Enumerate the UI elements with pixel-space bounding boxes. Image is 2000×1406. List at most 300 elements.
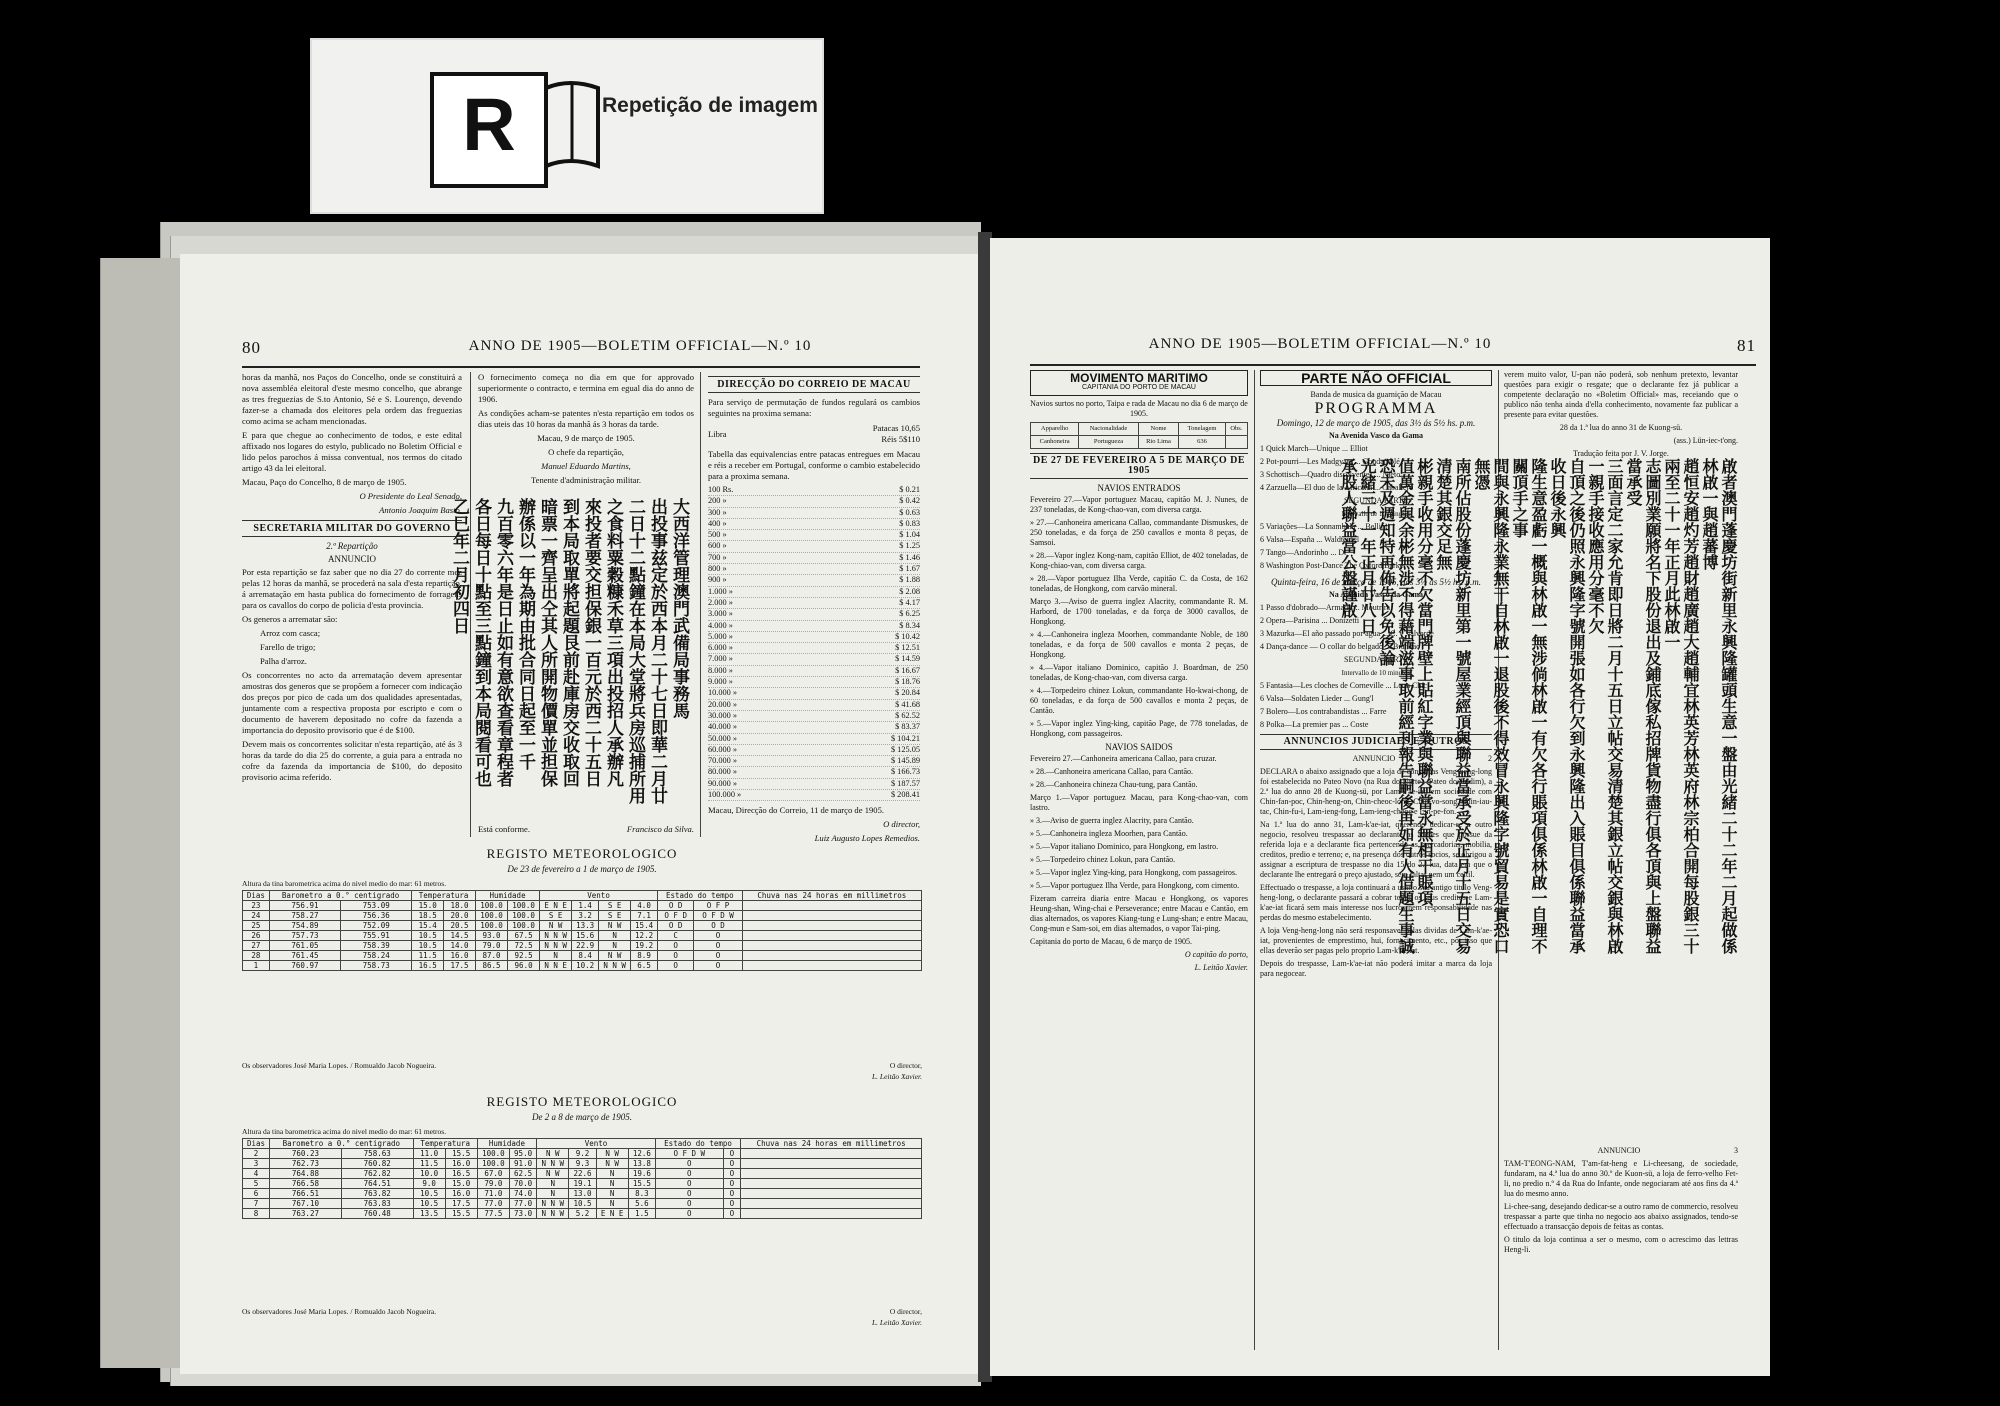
table-cell: N (596, 1169, 628, 1179)
table-cell: 763.27 (270, 1209, 342, 1219)
cjk-line: 志圖別業願將名下股份退出及鋪底傢私招牌貨物盡行俱各頂與上盤聯益當承受 (1624, 458, 1662, 954)
table-cell: 62.5 (510, 1169, 537, 1179)
table-cell: 19.1 (569, 1179, 596, 1189)
rate-reis: 400 » (708, 518, 727, 528)
table-cell: N (599, 941, 631, 951)
signature-name: Manuel Eduardo Martins, (541, 461, 631, 471)
table-cell: N (540, 951, 572, 961)
rate-reis: 50.000 » (708, 733, 738, 743)
table-cell: 755.91 (341, 931, 412, 941)
table-row (243, 1209, 922, 1219)
table-cell: 754.89 (269, 921, 340, 931)
rate-row (708, 609, 920, 620)
table-cell: 5.2 (569, 1209, 596, 1219)
table-cell: 15.4 (412, 921, 444, 931)
rate-row (708, 621, 920, 632)
page-number: 81 (1737, 336, 1756, 355)
rate-row (708, 643, 920, 654)
part-heading: SEGUNDA PARTE (1344, 655, 1408, 664)
table-cell: 9.3 (569, 1159, 596, 1169)
programme-item: 4 Zarzuella—El duo de la Africana ... Caballero (1260, 483, 1414, 492)
table-cell (741, 1159, 922, 1169)
table-row (243, 1159, 922, 1169)
rate-reis: 80.000 » (708, 767, 738, 777)
annuncio-number: 3 (1734, 1146, 1738, 1155)
table-cell: 79.0 (477, 1179, 509, 1189)
page-number: 80 (242, 338, 261, 357)
table-cell (741, 1179, 922, 1189)
programme-item: 8 Polka—La premier pas ... Coste (1260, 720, 1369, 729)
table-cell: 72.5 (508, 941, 540, 951)
exits-list (1030, 754, 1248, 891)
rate-row (708, 688, 920, 699)
rate-row (708, 700, 920, 711)
table-cell: 20.0 (444, 911, 476, 921)
table-cell: S E (599, 911, 631, 921)
table-cell: 766.51 (270, 1189, 342, 1199)
section-heading: DIRECÇÃO DO CORREIO DE MACAU (708, 376, 920, 393)
rate-reis: 30.000 » (708, 710, 738, 720)
table-cell: 758.39 (341, 941, 412, 951)
table-cell: N W (540, 921, 572, 931)
table-cell: 24 (243, 911, 270, 921)
table-header: Temperatura (412, 891, 476, 901)
entries-heading: NAVIOS ENTRADOS (1097, 483, 1181, 493)
meteo-signatures: Os observadores José Maria Lopes. / Romualdo Jacob Nogueira. O director, L. Leitão Xavier. (242, 1307, 922, 1327)
ship-exit: » 5.—Vapor inglez Ying-king, para Hongkong, com passageiros. (1030, 868, 1237, 877)
meteo-table-1 (242, 890, 922, 971)
rate-patacas: $ 1.25 (899, 541, 920, 551)
observers-label: Os observadores (242, 1307, 292, 1316)
programme-item: 4 Dança-dance — O collar do belgado ... Brandão (1260, 642, 1421, 651)
rate-patacas: $ 4.17 (899, 597, 920, 607)
table-cell: O (655, 1179, 723, 1189)
text-block: Effectuado o trespasse, a loja continuará a usar o seu antigo titulo Veng-heng-long, o declarante passará a cobrar todos os seus creditos e Lam-k'ae-iat ficará sem mais interesse nos lucros nem responsabilidade nas perdas do mesmo estabelecimento. (1260, 883, 1492, 922)
ship-entry: Fevereiro 27.—Vapor portuguez Macau, capitão M. J. Nunes, de 237 toneladas, de Kong-chao-van, com diversa carga. (1030, 495, 1248, 514)
programme-item: 5 Variações—La Sonnambula ... Bellini (1260, 522, 1388, 531)
entries-list (1030, 495, 1248, 739)
table-cell: 15.0 (445, 1179, 477, 1189)
ship-entry: » 4.—Vapor italiano Dominico, capitão J. Boardman, de 250 toneladas, de Kong-chao-van, com diversa carga. (1030, 663, 1248, 682)
rate-patacas: $ 1.46 (899, 552, 920, 562)
right-col-3 (1504, 370, 1738, 462)
table-cell: 100.0 (477, 1159, 509, 1169)
table-cell: 761.05 (269, 941, 340, 951)
ship-entry: » 5.—Vapor inglez Ying-king, capitão Page, de 778 toneladas, de Hongkong, com passageiros. (1030, 719, 1248, 738)
maritime-heading (1030, 370, 1248, 396)
table-cell: 16.0 (444, 951, 476, 961)
table-cell: O (655, 1199, 723, 1209)
cjk-line: 之食料粟穀糠禾草三項出投招人承辦凡 (603, 498, 623, 787)
rate-reis: 4.000 » (708, 620, 733, 630)
section-subheading: 2.ª Repartição (326, 541, 378, 551)
table-cell: 11.5 (413, 1159, 445, 1169)
table-cell: N N W (540, 941, 572, 951)
ship-exit: » 5.—Canhoneira ingleza Moorhen, para Cantão. (1030, 829, 1188, 838)
table-cell: 761.45 (269, 951, 340, 961)
table-cell: 10.5 (412, 941, 444, 951)
rate-reis: 8.000 » (708, 665, 733, 675)
text-block: As condições acham-se patentes n'esta repartição em todos os dias uteis das 10 horas da manhã ás 3 horas da tarde. (478, 408, 694, 429)
table-cell: O (655, 1189, 723, 1199)
table-cell: S E (599, 901, 631, 911)
table-cell: 758.27 (269, 911, 340, 921)
table-cell: O F D (658, 911, 694, 921)
book-icon (542, 78, 602, 174)
cjk-line: 出投事兹定於西本月二十七日即華二月廿 (647, 498, 667, 804)
table-cell: 18.0 (444, 901, 476, 911)
table-cell: 6 (243, 1189, 270, 1199)
table-cell: 15.4 (631, 921, 658, 931)
director-block (872, 1060, 922, 1082)
repetition-r-box (430, 72, 548, 188)
image-repetition-card (310, 38, 824, 214)
rate-patacas: $ 41.68 (895, 699, 920, 709)
observer-name: Romualdo Jacob Nogueira. (354, 1061, 437, 1070)
table-header: Humidade (477, 1139, 536, 1149)
meteo-title: REGISTO METEOROLOGICO (486, 1094, 678, 1109)
rate-patacas: $ 12.51 (895, 643, 920, 653)
rate-patacas: $ 0.42 (899, 496, 920, 506)
libra-values (873, 423, 920, 445)
cjk-line: 暗票一齊呈出仝其人所開物價單並担保 (537, 498, 557, 787)
table-cell: 11.0 (413, 1149, 445, 1159)
table-row (243, 911, 922, 921)
column-rule (1254, 370, 1255, 1350)
band-line: Banda de musica da guarnição de Macau (1310, 390, 1442, 399)
table-cell: O (723, 1169, 741, 1179)
signature-name: Luiz Augusto Lopes Remedios. (814, 833, 920, 844)
table-cell: 3 (243, 1159, 270, 1169)
ship-entry: » 28.—Vapor portuguez Ilha Verde, capitão C. da Costa, de 162 toneladas, de Hongkong, com carvão mineral. (1030, 574, 1248, 593)
table-cell (742, 961, 921, 971)
table-cell: 6.5 (631, 961, 658, 971)
rate-row (708, 564, 920, 575)
rate-reis: 7.000 » (708, 654, 733, 664)
table-cell: 70.0 (510, 1179, 537, 1189)
director-title: O director, (889, 1307, 922, 1316)
libra-rate (708, 423, 920, 445)
table-cell: 762.82 (341, 1169, 413, 1179)
table-cell: 22.9 (572, 941, 599, 951)
header-title: ANNO DE 1905—BOLETIM OFFICIAL—N.º 10 (468, 338, 812, 354)
table-cell: 17.5 (444, 961, 476, 971)
table-cell: 87.0 (475, 951, 507, 961)
table-cell (741, 1209, 922, 1219)
programme-item: 7 Bolero—Los contrabandistas ... Farre (1260, 707, 1387, 716)
cjk-line: 來投者要交担保銀一百元於西二十五日 (581, 498, 601, 787)
table-cell: 27 (243, 941, 270, 951)
right-col-1 (1030, 370, 1248, 976)
conformity-line (478, 824, 694, 835)
signature-title: O capitão do porto, (1184, 950, 1248, 959)
programme-item: 6 Valsa—España ... Waldteufel (1260, 535, 1360, 544)
table-cell: 22.6 (569, 1169, 596, 1179)
table-row (243, 1169, 922, 1179)
table-cell: 93.0 (475, 931, 507, 941)
left-col-1 (242, 372, 462, 786)
rate-patacas: $ 6.25 (899, 609, 920, 619)
rate-reis: 600 » (708, 541, 727, 551)
table-cell: O D (658, 901, 694, 911)
rate-reis: 9.000 » (708, 677, 733, 687)
cjk-line: 到本局取單將起題艮前赴庫房交收取回 (559, 498, 579, 787)
cjk-line: 自頂之後仍照永興隆字號開張如各行欠到永興隆出入賬目俱係聯益當承收日後永興 (1548, 458, 1586, 954)
ship-entry: » 28.—Vapor inglez Kong-nam, capitão Elliot, de 402 toneladas, de Kong-chiao-van, com diversa carga. (1030, 551, 1248, 570)
table-row (243, 1179, 922, 1189)
table-cell: O (694, 941, 742, 951)
table-cell: 758.63 (341, 1149, 413, 1159)
table-cell: 757.73 (269, 931, 340, 941)
programme-item: 1 Passo d'dobrado—Armada ... Moutrira (1260, 603, 1391, 612)
table-cell: O (694, 951, 742, 961)
table-cell: E N E (540, 901, 572, 911)
announcements-heading: ANNUNCIOS JUDICIAES E OUTROS (1260, 734, 1492, 750)
table-cell: 4 (243, 1169, 270, 1179)
table-header: Barometro a 0.° centigrado (270, 1139, 414, 1149)
director-name: L. Leitão Xavier. (872, 1318, 922, 1327)
rate-patacas: $ 18.76 (895, 677, 920, 687)
table-cell: 764.88 (270, 1169, 342, 1179)
rate-reis: 10.000 » (708, 688, 738, 698)
rate-patacas: $ 16.67 (895, 665, 920, 675)
table-cell: 758.73 (341, 961, 412, 971)
table-cell: 15.6 (572, 931, 599, 941)
rate-reis: 1.000 » (708, 586, 733, 596)
cjk-line: 大西洋管理澳門武備局事務馬 (669, 498, 689, 719)
ship-exit: » 3.—Aviso de guerra inglez Alacrity, para Cantão. (1030, 816, 1194, 825)
table-row (243, 901, 922, 911)
table-cell: 8 (243, 1209, 270, 1219)
paper-edge-left (100, 258, 181, 1368)
rate-row (708, 541, 920, 552)
right-col-3-bottom (1504, 1146, 1738, 1258)
rate-patacas: $ 20.84 (895, 688, 920, 698)
table-cell: O (723, 1159, 741, 1169)
table-cell: O F P (694, 901, 742, 911)
text-block: DECLARA o abaixo assignado que a loja de conservas Veng-heng-long foi estabelecida no Pateo Novo (na Rua do Norte—Pateo do Jardim), a 2.ª lua do anno 28 de Kuong-sü, por Lam-k'ae-iat, em sociedade com Chin-fan-poc, Chin-heng-on, Chin-cheoc-long, Chin-vo-song, Chin-iau-tac, Chin-fu-i, Lam-ieng-fong, Lam-ieng-cheoc e Lin-pe-fon. (1260, 767, 1492, 816)
rate-patacas: $ 2.08 (899, 586, 920, 596)
table-cell: 756.36 (341, 911, 412, 921)
exchange-rate-table (708, 485, 920, 801)
programme-title: PROGRAMMA (1314, 400, 1438, 417)
rate-reis: 100.000 » (708, 790, 742, 800)
rate-row (708, 519, 920, 530)
translation-credit: Tradução feita por J. V. Jorge. (1573, 449, 1669, 458)
table-cell: N (599, 931, 631, 941)
cjk-line: 光緒三十一年正月廿八日 (1358, 458, 1377, 634)
cjk-line: 間與永興隆永業無干自林啟一退股後不得效冒永興隆字號貿易是實恐口無憑 (1472, 458, 1510, 954)
table-cell: 760.23 (270, 1149, 342, 1159)
meteo-subtitle: De 2 a 8 de março de 1905. (532, 1112, 632, 1122)
table-cell: 16.5 (445, 1169, 477, 1179)
table-cell: 5.6 (628, 1199, 655, 1209)
rate-row (708, 553, 920, 564)
rate-patacas: $ 10.42 (895, 631, 920, 641)
rate-row (708, 790, 920, 801)
table-cell: 79.0 (475, 941, 507, 951)
table-cell: 16.0 (445, 1189, 477, 1199)
left-col-2 (478, 372, 694, 489)
list-item: Farello de trigo; (260, 642, 316, 652)
table-cell: 752.09 (341, 921, 412, 931)
text-block: Navios surtos no porto, Taipa e rada de Macau no dia 6 de março de 1905. (1030, 399, 1248, 418)
rate-reis: 700 » (708, 552, 727, 562)
table-cell: N N W (599, 961, 631, 971)
table-cell: N W (599, 921, 631, 931)
rate-reis: 70.000 » (708, 756, 738, 766)
rate-patacas: $ 1.88 (899, 575, 920, 585)
table-cell: 20.5 (444, 921, 476, 931)
rate-row (708, 587, 920, 598)
table-header: Dias (243, 891, 270, 901)
cjk-line: 九百零六年是日止如有意欲查看章程者 (493, 498, 513, 787)
rate-patacas: $ 208.41 (890, 790, 920, 800)
table-cell: 25 (243, 921, 270, 931)
table-row (243, 931, 922, 941)
left-col-3 (708, 372, 920, 847)
rate-reis: 100 Rs. (708, 485, 734, 494)
table-cell: O (694, 961, 742, 971)
table-cell: O (655, 1209, 723, 1219)
list-item: Arroz com casca; (260, 628, 321, 638)
table-cell: 10.2 (572, 961, 599, 971)
table-cell: 73.0 (510, 1209, 537, 1219)
table-cell: O (658, 941, 694, 951)
rate-patacas: $ 145.89 (890, 756, 920, 766)
table-cell: N W (596, 1159, 628, 1169)
ships-in-port-table (1030, 422, 1248, 449)
ship-exit: Março 1.—Vapor portuguez Macau, para Kong-chao-van, com lastro. (1030, 793, 1248, 812)
rate-row (708, 575, 920, 586)
table-cell: O (723, 1199, 741, 1209)
rate-patacas: $ 14.59 (895, 654, 920, 664)
column-rule (700, 372, 701, 837)
rate-patacas: $ 104.21 (890, 733, 920, 743)
table-cell (741, 1169, 922, 1179)
text-block: horas da manhã, nos Paços do Concelho, onde se constituirá a nova assembléa eleitoral d'este mesmo concelho, que abrange as tres freguezias de S.to Antonio, Sé e S. Lourenço, devendo fazer-se a chamada dos eleitores pela ordem das freguezias como acima se acham mencionadas. (242, 372, 462, 426)
table-cell: S E (540, 911, 572, 921)
text-block: Para serviço de permutação de fundos regulará os cambios seguintes na proxima semana: (708, 397, 920, 418)
rate-patacas: $ 83.37 (895, 722, 920, 732)
rate-patacas: $ 0.21 (899, 485, 920, 494)
director-title: O director, (889, 1061, 922, 1070)
header-rule (1030, 364, 1756, 366)
table-cell: 764.51 (341, 1179, 413, 1189)
text-block: Devem mais os concorrentes solicitar n'esta repartição, até ás 3 horas da tarde do dia 25 do corrente, a guia para a entrada no cofre da fazenda da importancia de $100, do deposito provisorio acima referido. (242, 739, 462, 782)
table-header: Obs. (1225, 423, 1247, 436)
rate-reis: 200 » (708, 496, 727, 506)
interval-note: Intervallo de 10 minutos (1341, 669, 1411, 677)
cjk-line: 辦係以一年為期由批合同日起至一千 (515, 498, 535, 770)
table-cell: 1 (243, 961, 270, 971)
table-cell: O (658, 961, 694, 971)
date-line: Macau, Paço do Concelho, 8 de março de 1905. (242, 477, 407, 487)
rate-row (708, 722, 920, 733)
table-cell: 16.5 (412, 961, 444, 971)
table-cell: 16.0 (445, 1159, 477, 1169)
concert-date: Domingo, 12 de março de 1905, das 3½ ás 5½ hs. p.m. (1276, 418, 1476, 428)
table-cell: O F D W (655, 1149, 723, 1159)
cjk-line: 趙恒安趙灼芳趙財趙廣趙大趙輔宜林英芳林英府林宗柏合開每股銀三十兩至二十一年正月此林啟一 (1662, 458, 1700, 954)
table-cell: 760.48 (341, 1209, 413, 1219)
programme-item: 7 Tango—Andorinho ... D. (1260, 548, 1347, 557)
table-cell: 7 (243, 1199, 270, 1209)
table-cell: O D (694, 921, 742, 931)
header-rule (242, 366, 920, 368)
signature-name: (ass.) Lün-iec-t'ong. (1673, 436, 1738, 445)
rate-row (708, 734, 920, 745)
table-cell: 77.5 (477, 1209, 509, 1219)
rate-reis: 3.000 » (708, 609, 733, 619)
table-cell: 100.0 (508, 901, 540, 911)
cjk-line: 各日每日十點至三點鐘到本局閱看可也 (471, 498, 491, 787)
table-cell: C (658, 931, 694, 941)
table-cell: 13.8 (628, 1159, 655, 1169)
text-block: E para que chegue ao conhecimento de todos, e este edital affixado nos logares do estylo, publicado no Boletim Official e lido pelos parochos á missa conventual, nos termos do citado artigo 43 da lei eleitoral. (242, 430, 462, 473)
table-header: Chuva nas 24 horas em millimetros (741, 1139, 922, 1149)
table-cell: 15.0 (412, 901, 444, 911)
table-cell: 760.82 (341, 1159, 413, 1169)
table-cell: 9.0 (413, 1179, 445, 1189)
left-page (180, 254, 980, 1374)
table-cell: 86.5 (475, 961, 507, 971)
text-block: Li-chee-sang, desejando dedicar-se a outro ramo de commercio, resolveu trespassar a parte que tinha no negocio aos abaixo assignados, tendo-se effectuado a transacção depois de feitas as contas. (1504, 1202, 1738, 1231)
table-cell (741, 1189, 922, 1199)
programme-item: 8 Washington Post-Dance The Oxford Barker (1260, 561, 1406, 570)
table-header: Apparelho (1031, 423, 1079, 436)
text-block: verem muito valor, U-pan não poderá, sob nenhum pretexto, levantar questões para exigir o resgate; que o declarante fez já publicar a competente declaração no «Boletim Official» mas, receiando que o publico não tenha ainda d'ella conhecimento, novamente faz publicar a presente para evitar questões. (1504, 370, 1738, 419)
rate-row (708, 496, 920, 507)
table-cell: 100.0 (477, 1149, 509, 1159)
table-cell: 758.24 (341, 951, 412, 961)
table-cell: Portugueza (1079, 436, 1138, 449)
date-line: Capitania do porto de Macau, 6 de março de 1905. (1030, 937, 1192, 946)
table-cell: 91.0 (510, 1159, 537, 1169)
rate-patacas: $ 166.73 (890, 767, 920, 777)
table-header: Temperatura (413, 1139, 477, 1149)
table-cell: 9.2 (569, 1149, 596, 1159)
table-cell: O (655, 1169, 723, 1179)
table-row (243, 1189, 922, 1199)
table-cell: 67.0 (477, 1169, 509, 1179)
rate-row (708, 745, 920, 756)
table-cell: N N W (540, 931, 572, 941)
rate-row (708, 767, 920, 778)
period-heading: DE 27 DE FEVEREIRO A 5 DE MARÇO DE 1905 (1030, 453, 1248, 479)
table-cell: 14.0 (444, 941, 476, 951)
rate-row (708, 711, 920, 722)
table-cell: 1.5 (628, 1209, 655, 1219)
table-cell: O (655, 1159, 723, 1169)
ship-exit: » 28.—Canhoneira chineza Chau-tung, para Cantão. (1030, 780, 1198, 789)
libra-label: Libra (708, 428, 727, 439)
table-cell: 8.9 (631, 951, 658, 961)
rate-reis: 300 » (708, 507, 727, 517)
table-header: Chuva nas 24 horas em millimetros (742, 891, 921, 901)
table-header: Estado do tempo (658, 891, 743, 901)
left-page-header (180, 338, 980, 366)
annuncio-number: 2 (1488, 754, 1492, 763)
meteo-table-2 (242, 1138, 922, 1219)
programme-item: 2 Opera—Parisina ... Donizetti (1260, 616, 1360, 625)
rate-reis: 40.000 » (708, 722, 738, 732)
table-header: Tonelagem (1179, 423, 1226, 436)
rate-reis: 800 » (708, 564, 727, 574)
table-cell: 763.83 (341, 1199, 413, 1209)
table-cell: 28 (243, 951, 270, 961)
repetition-label: Repetição de imagem (602, 94, 818, 117)
